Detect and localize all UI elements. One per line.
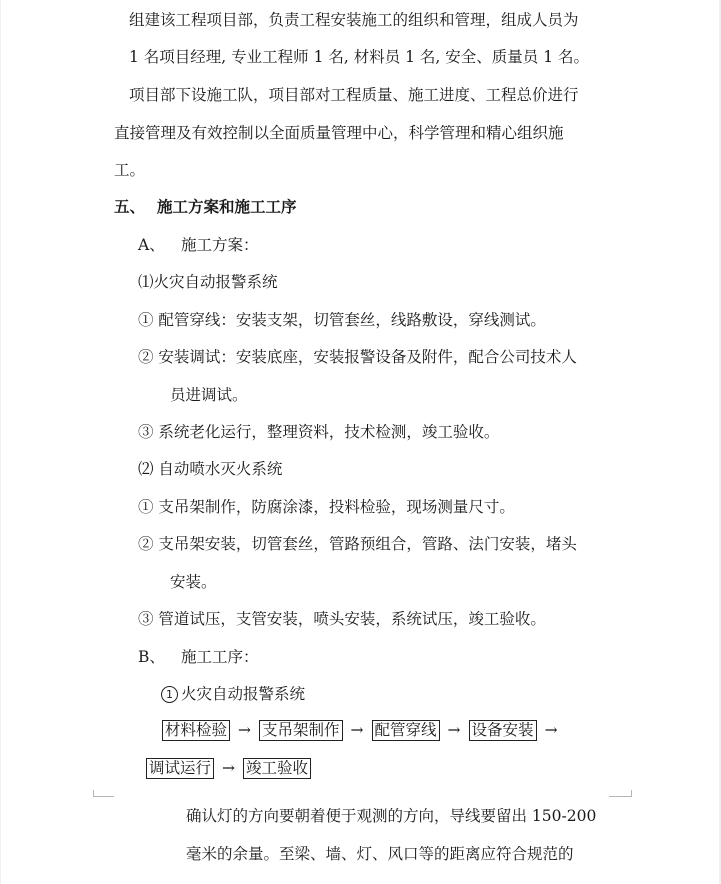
paragraph-line: 1 名项目经理, 专业工程师 1 名, 材料员 1 名, 安全、质量员 1 名。 [129,48,589,66]
list-item: ② 安装调试：安装底座，安装报警设备及附件，配合公司技术人 [138,348,577,366]
arrow-icon: → [350,721,364,739]
margin-corner-mark [93,790,114,797]
list-item: ① 支吊架制作，防腐涂漆，投料检验，现场测量尺寸。 [138,498,515,516]
subsection-label: A、 [138,236,165,254]
process-step-box: 材料检验 [162,720,230,741]
arrow-icon: → [222,759,236,777]
subsection-title: 施工工序： [181,648,259,666]
list-item: ③ 管道试压，支管安装，喷头安装，系统试压，竣工验收。 [138,610,546,628]
process-step-box: 配管穿线 [372,720,440,741]
arrow-icon: → [544,721,558,739]
subsection-title: 施工方案： [181,236,259,254]
process-flow-row [146,758,311,779]
circled-number: 1 [161,686,178,703]
margin-corner-mark [609,790,632,797]
list-heading [161,684,305,704]
document-page [1,0,719,884]
paragraph-line: 组建该工程项目部，负责工程安装施工的组织和管理，组成人员为 [129,11,579,29]
list-item: ② 支吊架安装，切管套丝，管路预组合，管路、法门安装，堵头 [138,535,577,553]
paragraph-line: 工。 [114,161,146,179]
process-step-box: 支吊架制作 [259,720,343,741]
section-number: 五、 [114,197,146,216]
list-heading: ⑵ 自动喷水灭火系统 [138,460,283,478]
paragraph-line: 确认灯的方向要朝着便于观测的方向，导线要留出 150-200 [186,807,597,825]
process-step-box: 调试运行 [146,758,214,779]
section-heading: 施工方案和施工工序 [157,197,297,216]
list-item-continuation: 员进调试。 [170,386,248,404]
arrow-icon: → [238,721,252,739]
list-heading-text: 火灾自动报警系统 [181,685,306,703]
paragraph-line: 项目部下设施工队，项目部对工程质量、施工进度、工程总价进行 [129,86,579,104]
list-item: ① 配管穿线：安装支架，切管套丝，线路敷设，穿线测试。 [138,311,546,329]
list-item: ③ 系统老化运行，整理资料，技术检测，竣工验收。 [138,423,500,441]
paragraph-line: 毫米的余量。至梁、墙、灯、风口等的距离应符合规范的 [186,845,574,863]
process-step-box: 竣工验收 [243,758,311,779]
list-heading: ⑴火灾自动报警系统 [138,273,278,291]
process-step-box: 设备安装 [469,720,537,741]
process-flow-row [162,720,566,741]
subsection-label: B、 [138,648,165,666]
paragraph-line: 直接管理及有效控制以全面质量管理中心，科学管理和精心组织施 [114,124,564,142]
list-item-continuation: 安装。 [170,573,217,591]
arrow-icon: → [447,721,461,739]
